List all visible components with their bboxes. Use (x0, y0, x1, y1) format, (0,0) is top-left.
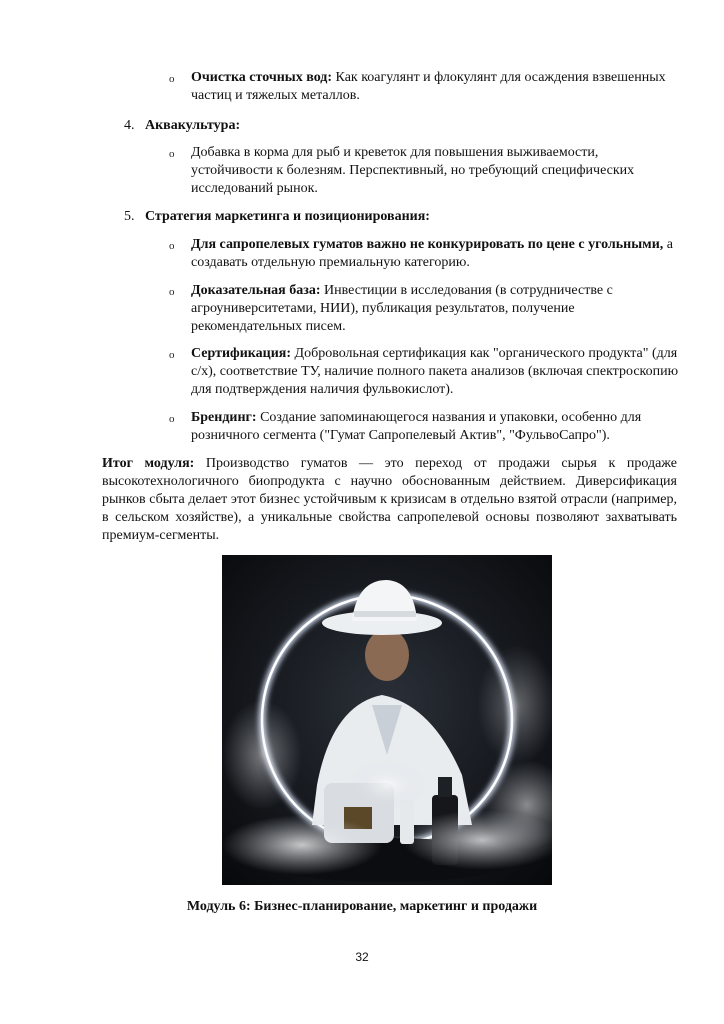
bullet-icon: o (169, 349, 175, 361)
list-item-wastewater: Очистка сточных вод: Как коагулянт и флокулянт для осаждения взвешенных частиц и тяжелых металлов. (191, 70, 666, 103)
page-number: 32 (355, 950, 369, 964)
bullet-icon: o (169, 413, 175, 425)
section-heading-marketing: 5. Стратегия маркетинга и позиционирования: (124, 209, 430, 224)
section-heading-aquaculture: 4. Аквакультура: (124, 118, 241, 133)
module-summary: Итог модуля: Производство гуматов — это переход от продажи сырья к продаже высокотехнологичного биопродукта с научно обоснованным действием. Диверсификация рынков сбыта делает этот бизнес устойчивым к кризисам в отдельно взятой отрасли (например, в сельском хозяйстве), а уникальные свойства сапропелевой основы позволяют захватывать премиум-сегменты. (102, 456, 677, 543)
list-item-aquaculture: Добавка в корма для рыб и креветок для повышения выживаемости, устойчивости к болезням. Перспективный, но требующий специфических исследований рынок. (191, 145, 635, 196)
illustration-image (222, 555, 552, 885)
list-item-pricing: Для сапропелевых гуматов важно не конкурировать по цене с угольными, а создавать отдельную премиальную категорию. (191, 237, 673, 270)
figure-caption: Модуль 6: Бизнес-планирование, маркетинг и продажи (186, 899, 538, 914)
list-item-evidence: Доказательная база: Инвестиции в исследования (в сотрудничестве с агроуниверситетами, НИИ), публикация результатов, получение рекомендательных писем. (191, 283, 613, 334)
list-item-certification: Сертификация: Добровольная сертификация как "органического продукта" (для с/х), соответствие ТУ, наличие полного пакета анализов (включая спектроскопию для подтверждения наличия фульвокислот). (191, 346, 679, 397)
bullet-icon: o (169, 73, 175, 85)
list-item-branding: Брендинг: Создание запоминающегося названия и упаковки, особенно для розничного сегмента ("Гумат Сапропелевый Актив", "ФульвоСапро"). (191, 410, 642, 443)
bullet-icon: o (169, 286, 175, 298)
bullet-icon: o (169, 148, 175, 160)
bullet-icon: o (169, 240, 175, 252)
